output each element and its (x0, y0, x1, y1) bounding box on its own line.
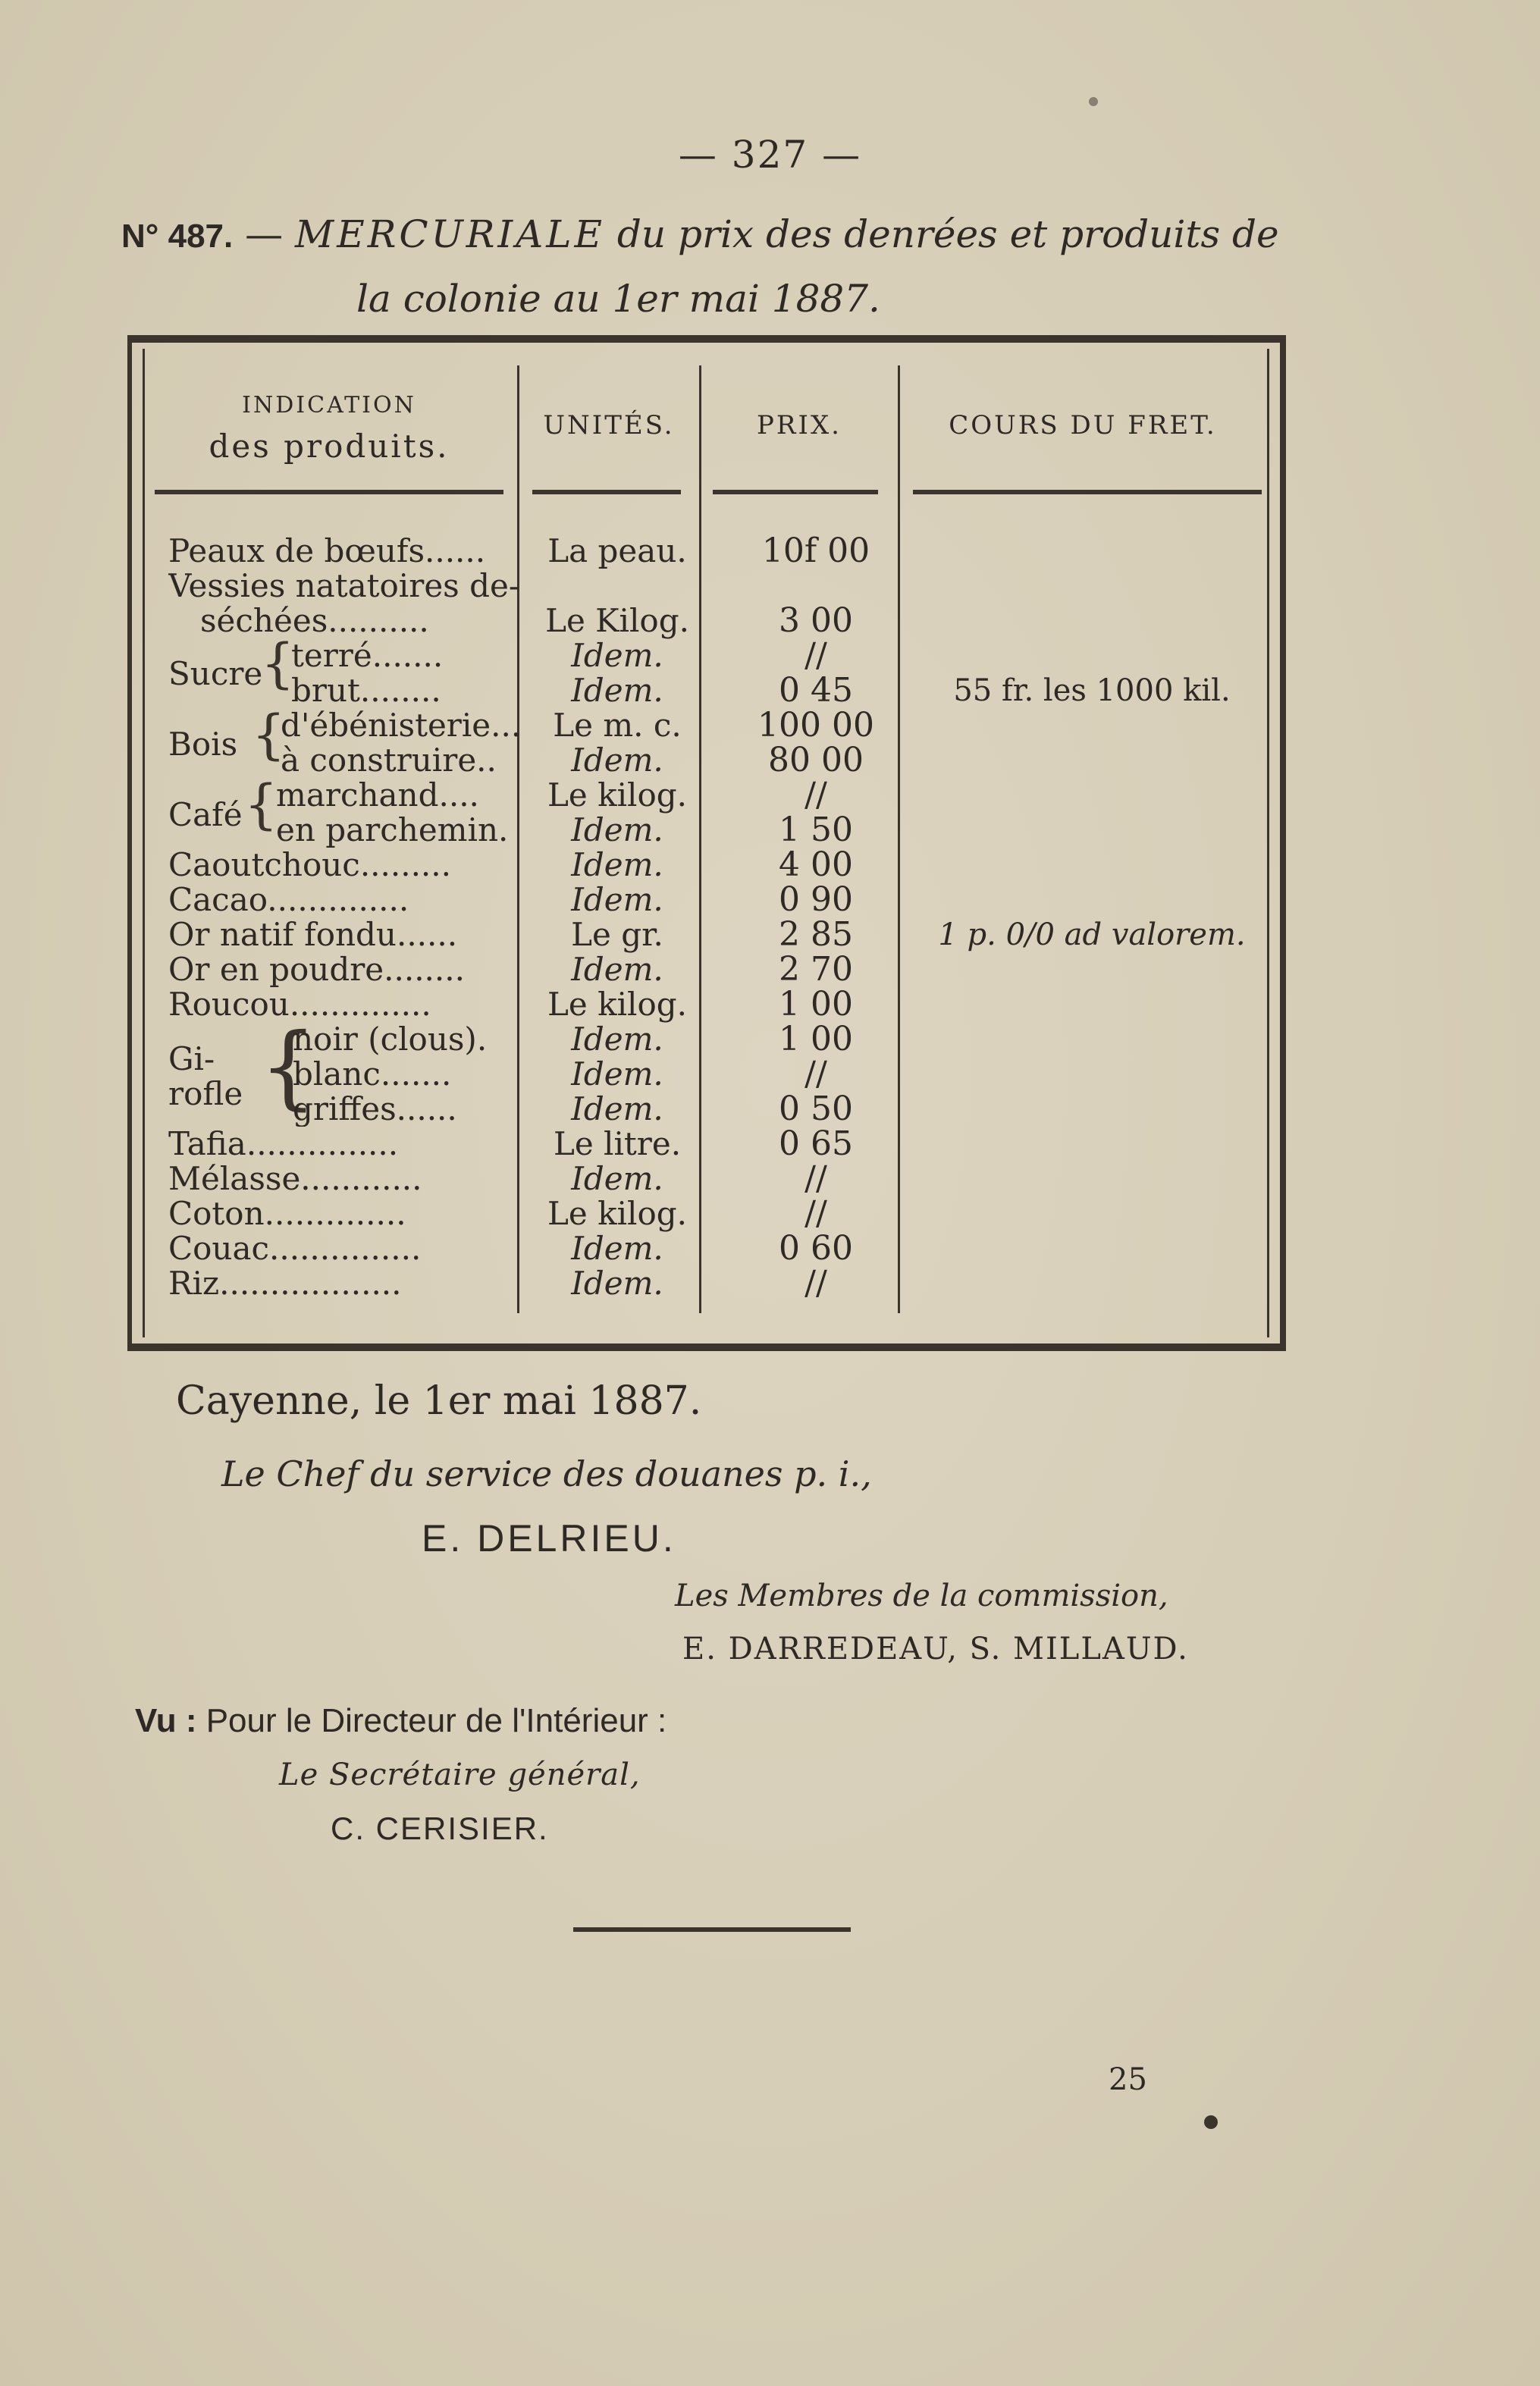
price: 4 00 (779, 845, 853, 884)
unit: Idem. (571, 672, 663, 709)
table-row (132, 673, 1291, 708)
folio-number: 25 (1109, 2062, 1147, 2097)
brace-icon: { (252, 704, 286, 766)
unit: Le litre. (553, 1125, 682, 1162)
price: // (805, 1194, 827, 1233)
ink-spot (1089, 97, 1098, 106)
price: 1 00 (779, 985, 853, 1024)
ink-spot (1204, 2115, 1218, 2129)
price: 10f 00 (761, 531, 870, 570)
table-row (132, 1266, 1291, 1301)
product-name: Or en poudre........ (168, 952, 465, 987)
visa-line (135, 1702, 666, 1740)
unit: Le m. c. (553, 707, 682, 744)
product-name: blanc....... (293, 1057, 452, 1092)
unit: Idem. (571, 881, 663, 918)
visa-text: Pour le Directeur de l'Intérieur : (205, 1702, 667, 1739)
price-table (127, 335, 1286, 1351)
freight-rate: 1 p. 0/0 ad valorem. (938, 917, 1246, 952)
chef-title: Le Chef du service des douanes p. i., (221, 1453, 872, 1494)
unit: Idem. (571, 742, 663, 779)
brace-icon: { (244, 773, 278, 836)
product-name: Tafia............... (168, 1127, 399, 1162)
product-name: Cacao.............. (168, 883, 409, 917)
price: 2 85 (779, 915, 853, 954)
unit: Le kilog. (547, 776, 687, 814)
header-indication (147, 388, 511, 464)
commission-members: E. DARREDEAU, S. MILLAUD. (682, 1632, 1189, 1666)
unit: Idem. (571, 1265, 663, 1302)
product-name: Peaux de bœufs...... (168, 534, 486, 569)
price: 2 70 (779, 950, 853, 989)
unit: Le kilog. (547, 1195, 687, 1232)
price: 80 00 (768, 741, 864, 779)
title-main: MERCURIALE (295, 212, 605, 256)
unit: Le gr. (571, 916, 663, 953)
table-row (132, 1231, 1291, 1266)
unit: Idem. (571, 637, 663, 674)
price: 0 50 (779, 1090, 853, 1128)
product-name: Mélasse............ (168, 1162, 422, 1196)
unit: Idem. (571, 1021, 663, 1058)
header-indication-line2: des produits. (209, 428, 450, 465)
title-dash: — (245, 212, 284, 256)
header-fret: COURS DU FRET. (949, 410, 1217, 441)
product-name: à construire.. (281, 743, 497, 778)
unit: Idem. (571, 1160, 663, 1197)
secretary-name: C. CERISIER. (331, 1811, 549, 1846)
table-row (132, 601, 1291, 640)
group-label-sucre: Sucre (168, 655, 263, 692)
product-name: griffes...... (293, 1092, 457, 1127)
product-name: séchées.......... (200, 604, 429, 638)
unit: Le kilog. (547, 986, 687, 1023)
table-row (132, 1057, 1291, 1092)
price: // (805, 1159, 827, 1198)
brace-icon: { (261, 632, 295, 694)
table-row (132, 1196, 1291, 1231)
price: // (805, 1264, 827, 1303)
table-row (132, 845, 1291, 884)
price: 1 00 (779, 1020, 853, 1058)
price: // (805, 1055, 827, 1093)
title-line2: la colonie au 1er mai 1887. (356, 277, 880, 321)
visa-prefix: Vu : (135, 1702, 197, 1739)
document-number: N° 487. (121, 218, 234, 255)
header-indication-line1: INDICATION (242, 392, 416, 419)
unit: Idem. (571, 1055, 663, 1093)
chef-name: E. DELRIEU. (422, 1517, 676, 1560)
product-name: Roucou.............. (168, 987, 431, 1022)
unit: Idem. (571, 1230, 663, 1267)
product-name: Caoutchouc......... (168, 848, 451, 883)
table-row (132, 810, 1291, 849)
header-rule (532, 490, 681, 494)
product-name: Vessies natatoires de- (168, 569, 520, 604)
table-row (132, 778, 1291, 813)
price: 3 00 (779, 601, 853, 640)
table-row (132, 743, 1291, 778)
place-date: Cayenne, le 1er mai 1887. (176, 1378, 702, 1424)
product-name: Couac............... (168, 1231, 422, 1266)
unit: Idem. (571, 1090, 663, 1127)
freight-rate: 55 fr. les 1000 kil. (953, 673, 1231, 708)
unit: Idem. (571, 846, 663, 883)
product-name: noir (clous). (293, 1022, 488, 1057)
unit: Idem. (571, 811, 663, 848)
table-row (132, 1159, 1291, 1198)
price: 1 50 (779, 810, 853, 849)
price: 0 90 (779, 880, 853, 919)
price: 0 60 (779, 1229, 853, 1268)
table-row (132, 531, 1291, 570)
product-name: en parchemin. (276, 813, 509, 848)
product-name: marchand.... (276, 778, 479, 813)
price: // (805, 776, 827, 814)
group-label-girofle-2: rofle (168, 1075, 243, 1112)
header-prix: PRIX. (757, 410, 842, 441)
table-row (132, 708, 1291, 743)
table-row (132, 1124, 1291, 1163)
document-title (121, 203, 1304, 330)
table-row (132, 880, 1291, 919)
table-row (132, 1022, 1291, 1057)
product-name: Coton.............. (168, 1196, 406, 1231)
product-name: brut........ (291, 673, 441, 708)
price: 0 45 (779, 671, 853, 710)
header-rule (155, 490, 503, 494)
unit: Le Kilog. (545, 602, 689, 639)
header-unites: UNITÉS. (543, 410, 675, 441)
table-row (132, 638, 1291, 673)
table-row (132, 952, 1291, 987)
price: 100 00 (757, 706, 874, 745)
product-name: Or natif fondu...... (168, 917, 458, 952)
unit: La peau. (547, 532, 687, 569)
group-label-cafe: Café (168, 796, 243, 833)
header-rule (913, 490, 1262, 494)
product-name: Riz.................. (168, 1266, 402, 1301)
price: 0 65 (779, 1124, 853, 1163)
group-label-bois: Bois (168, 726, 238, 763)
commission-title: Les Membres de la commission, (675, 1579, 1168, 1613)
price: // (805, 636, 827, 675)
closing-rule (573, 1927, 851, 1932)
header-rule (713, 490, 878, 494)
table-row (132, 569, 1291, 604)
table-row (132, 1092, 1291, 1127)
table-row (132, 917, 1291, 952)
title-rest: du prix des denrées et produits de (616, 212, 1279, 256)
unit: Idem. (571, 951, 663, 988)
page-number: — 327 — (678, 133, 862, 177)
group-label-girofle-1: Gi- (168, 1040, 215, 1077)
brace-icon: { (259, 1014, 318, 1120)
product-name: terré....... (291, 638, 444, 673)
secretary-title: Le Secrétaire général, (279, 1757, 641, 1792)
product-name: d'ébénisterie... (281, 708, 522, 743)
